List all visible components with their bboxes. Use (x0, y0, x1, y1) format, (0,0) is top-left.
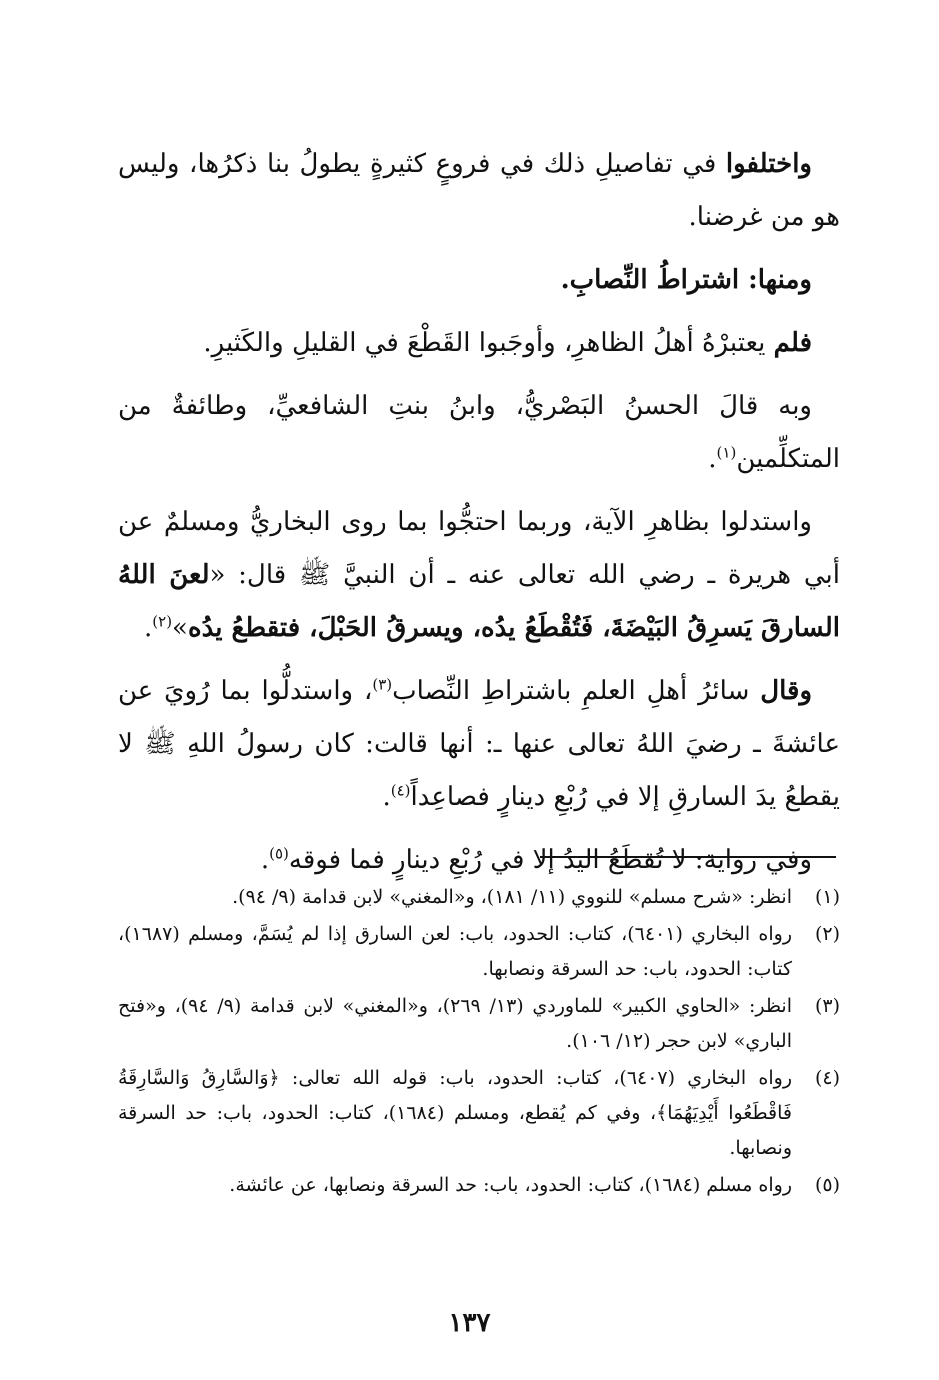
lead-word: واختلفوا (725, 149, 812, 179)
paragraph-text: سائرُ أهلِ العلمِ باشتراطِ النِّصاب (392, 676, 761, 706)
paragraph-tail: . (144, 613, 153, 643)
footnote-text: رواه مسلم (١٦٨٤)، كتاب: الحدود، باب: حد السرقة ونصابها، عن عائشة. (229, 1174, 792, 1196)
page-number: ١٣٧ (448, 1308, 491, 1338)
paragraph-tail: . (708, 444, 717, 474)
footnote (118, 1061, 840, 1166)
paragraph-tail: . (260, 845, 270, 875)
paragraph-2 (118, 254, 840, 307)
footnote-ref: (١) (716, 443, 737, 462)
paragraph-tail-2: . (382, 782, 391, 812)
paragraph-1 (118, 138, 840, 244)
footnote-ref: (٣) (372, 675, 393, 694)
footnote-number: (٢) (814, 923, 840, 945)
footnote (118, 989, 840, 1059)
footnote-text: رواه البخاري (٦٤٠١)، كتاب: الحدود، باب: لعن السارق إذا لم يُسَمَّ، ومسلم (١٦٨٧)، كتاب: الحدود، باب: حد السرقة ونصابها. (118, 923, 792, 980)
paragraph-text: وبه قالَ الحسنُ البَصْريُّ، وابنُ بنتِ الشافعيِّ، وطائفةٌ من المتكلِّمين (118, 391, 840, 474)
paragraph-tail: ، واستدلُّوا بما رُويَ عن عائشةَ ـ رضيَ اللهُ تعالى عنها ـ: أنها قالت: كان رسولُ اللهِ ﷺ لا يقطعُ يدَ السارقِ إلا في رُبْعِ دينارٍ فصاعِداً (118, 676, 840, 812)
main-text (118, 138, 840, 897)
paragraph-5 (118, 496, 840, 655)
lead-word: وقال (760, 676, 812, 706)
paragraph-text: واستدلوا بظاهرِ الآية، وربما احتجُّوا بما روى البخاريُّ ومسلمٌ عن أبي هريرة ـ رضي الله تعالى عنه ـ أن النبيَّ ﷺ قال: « (118, 507, 840, 590)
footnotes (118, 880, 840, 1205)
paragraph-text-2: » (172, 613, 188, 643)
paragraph-text: وفي رواية: لا تُقطَعُ اليدُ إلا في رُبْعِ دينارٍ فما فوقه (288, 845, 812, 875)
footnote-ref-2: (٤) (390, 781, 411, 800)
section-heading: ومنها: اشتراطُ النِّصابِ. (560, 265, 812, 295)
paragraph-3 (118, 317, 840, 370)
footnote-number: (٣) (814, 995, 840, 1017)
footnote-ref: (٥) (269, 844, 289, 863)
footnote-divider (540, 856, 836, 858)
paragraph-text: يعتبرْهُ أهلُ الظاهرِ، وأوجَبوا القَطْعَ في القليلِ والكَثيرِ. (203, 328, 774, 358)
paragraph-text: في تفاصيلِ ذلك في فروعٍ كثيرةٍ يطولُ بنا ذكرُها، وليس هو من غرضنا. (118, 149, 840, 232)
paragraph-6 (118, 665, 840, 824)
lead-word: فلم (773, 328, 812, 358)
hadith-text: لعنَ اللهُ السارقَ يَسرِقُ البَيْضَةَ، فَتُقْطَعُ يدُه، ويسرقُ الحَبْلَ، فتقطعُ يدُه (118, 560, 840, 643)
paragraph-4 (118, 380, 840, 486)
footnote-number: (١) (814, 886, 840, 908)
footnote (118, 917, 840, 987)
footnote (118, 1168, 840, 1203)
footnote-text: انظر: «الحاوي الكبير» للماوردي (١٣/ ٢٦٩)، و«المغني» لابن قدامة (٩/ ٩٤)، و«فتح الباري» لابن حجر (١٢/ ١٠٦). (118, 995, 792, 1052)
footnote-text: رواه البخاري (٦٤٠٧)، كتاب: الحدود، باب: قوله الله تعالى: ﴿وَالسَّارِقُ وَالسَّارِقَةُ فَاقْطَعُوا أَيْدِيَهُمَا﴾، وفي كم يُقطع، ومسلم (١٦٨٤)، كتاب: الحدود، باب: حد السرقة ونصابها. (118, 1067, 792, 1159)
footnote-ref: (٢) (152, 612, 173, 631)
footnote-number: (٥) (814, 1174, 840, 1196)
footnote (118, 880, 840, 915)
footnote-number: (٤) (814, 1067, 840, 1089)
footnote-text: انظر: «شرح مسلم» للنووي (١١/ ١٨١)، و«المغني» لابن قدامة (٩/ ٩٤). (232, 886, 792, 908)
